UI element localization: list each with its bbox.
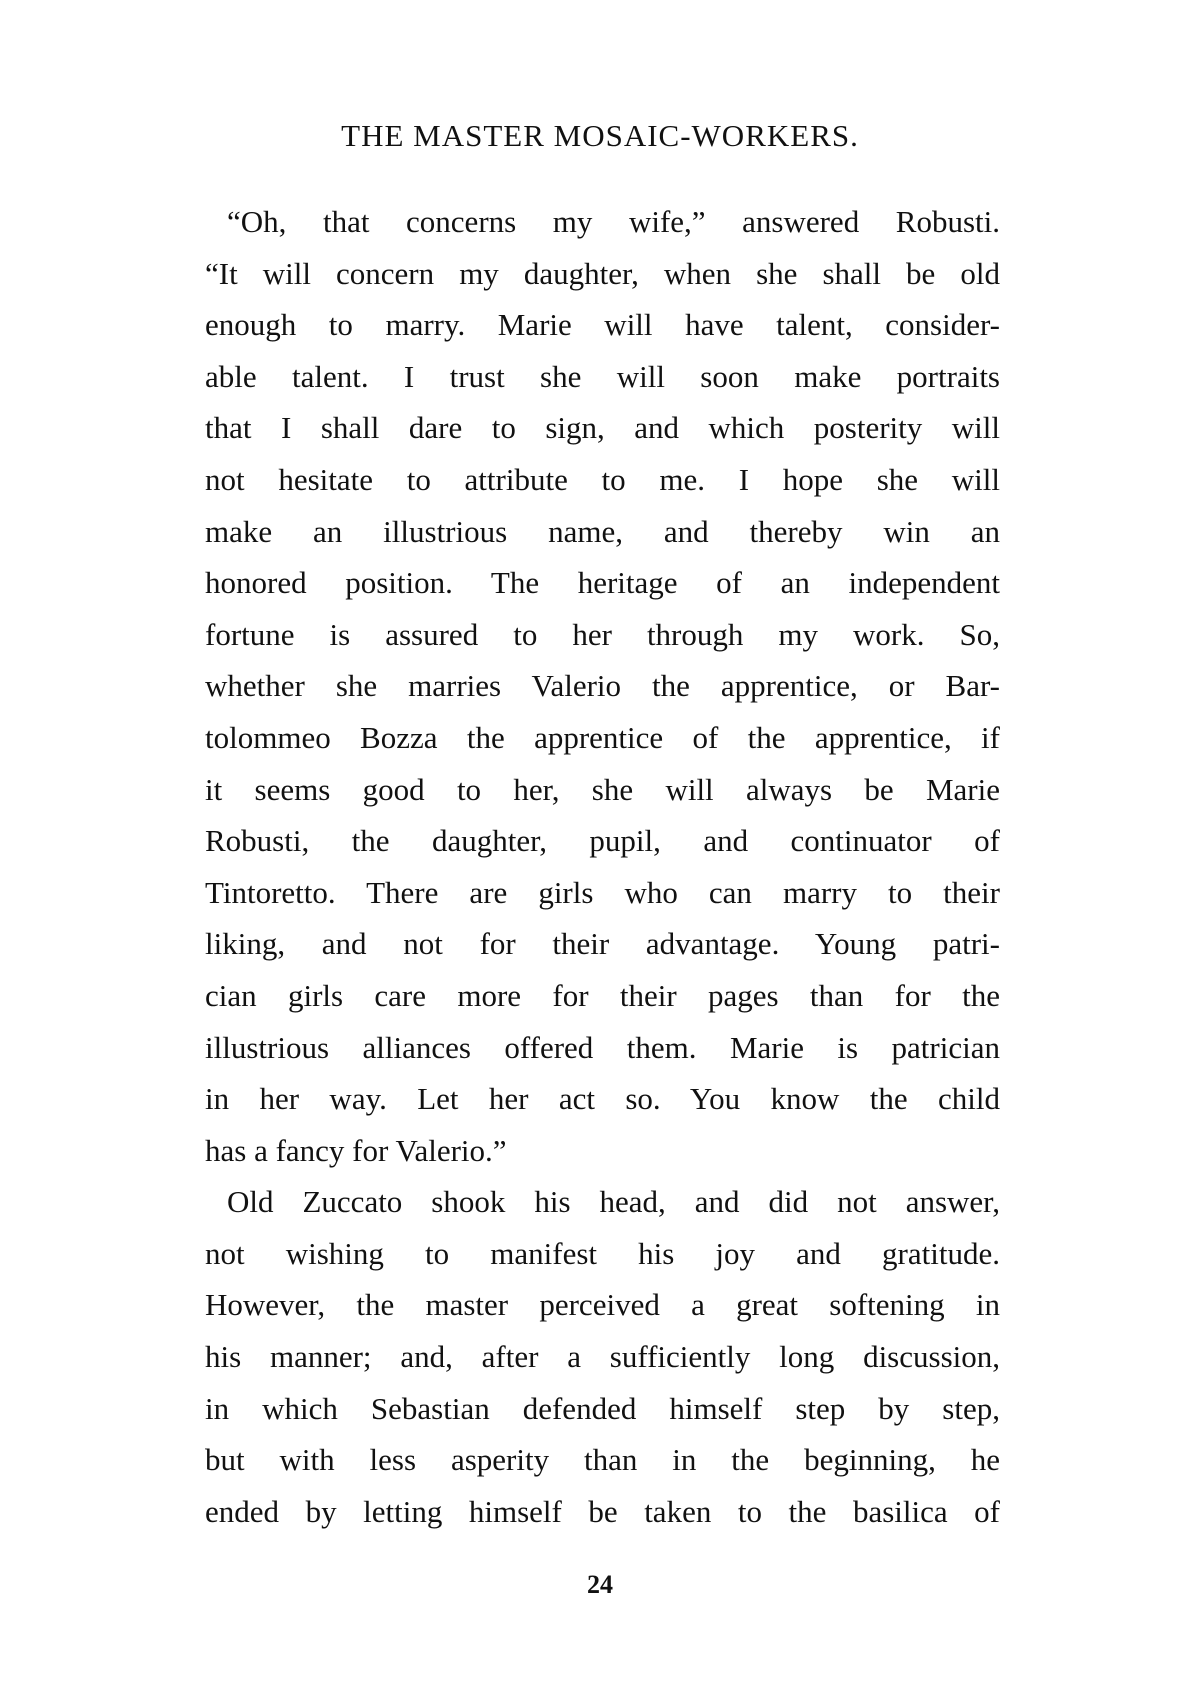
- text-line: honored position. The heritage of an independent: [205, 565, 1000, 601]
- text-line: able talent. I trust she will soon make portraits: [205, 358, 1000, 394]
- text-line: tolommeo Bozza the apprentice of the apprentice, if: [205, 719, 1000, 755]
- text-line: Tintoretto. There are girls who can marry to their: [205, 874, 1000, 910]
- text-line: it seems good to her, she will always be Marie: [205, 771, 1000, 807]
- text-line: that I shall dare to sign, and which posterity will: [205, 410, 1000, 446]
- text-line: not wishing to manifest his joy and gratitude.: [205, 1235, 1000, 1271]
- text-line: illustrious alliances offered them. Marie is patrician: [205, 1029, 1000, 1065]
- page-number: 24: [587, 1570, 613, 1599]
- text-line: cian girls care more for their pages than for the: [205, 977, 1000, 1013]
- text-line: his manner; and, after a sufficiently long discussion,: [205, 1339, 1000, 1375]
- text-line: “Oh, that concerns my wife,” answered Robusti.: [227, 204, 1000, 239]
- text-line: liking, and not for their advantage. Young patri-: [205, 926, 1000, 962]
- text-line: not hesitate to attribute to me. I hope she will: [205, 461, 1000, 497]
- text-line: Old Zuccato shook his head, and did not answer,: [227, 1184, 1000, 1220]
- running-head: THE MASTER MOSAIC-WORKERS.: [341, 118, 859, 153]
- text-line: has a fancy for Valerio.”: [205, 1132, 507, 1168]
- body-text: [205, 196, 1000, 1537]
- text-line: whether she marries Valerio the apprentice, or Bar-: [205, 668, 1000, 704]
- text-line: ended by letting himself be taken to the basilica of: [205, 1493, 1000, 1529]
- text-line: “It will concern my daughter, when she shall be old: [205, 255, 1000, 291]
- text-line: enough to marry. Marie will have talent, consider-: [205, 307, 1000, 343]
- text-line: in which Sebastian defended himself step by step,: [205, 1390, 1000, 1426]
- text-line: However, the master perceived a great softening in: [205, 1287, 1000, 1323]
- text-line: Robusti, the daughter, pupil, and continuator of: [205, 823, 1000, 859]
- text-line: make an illustrious name, and thereby win an: [205, 513, 1000, 549]
- text-line: but with less asperity than in the beginning, he: [205, 1442, 1000, 1478]
- text-line: fortune is assured to her through my work. So,: [205, 616, 1000, 652]
- text-line: in her way. Let her act so. You know the child: [205, 1081, 1000, 1117]
